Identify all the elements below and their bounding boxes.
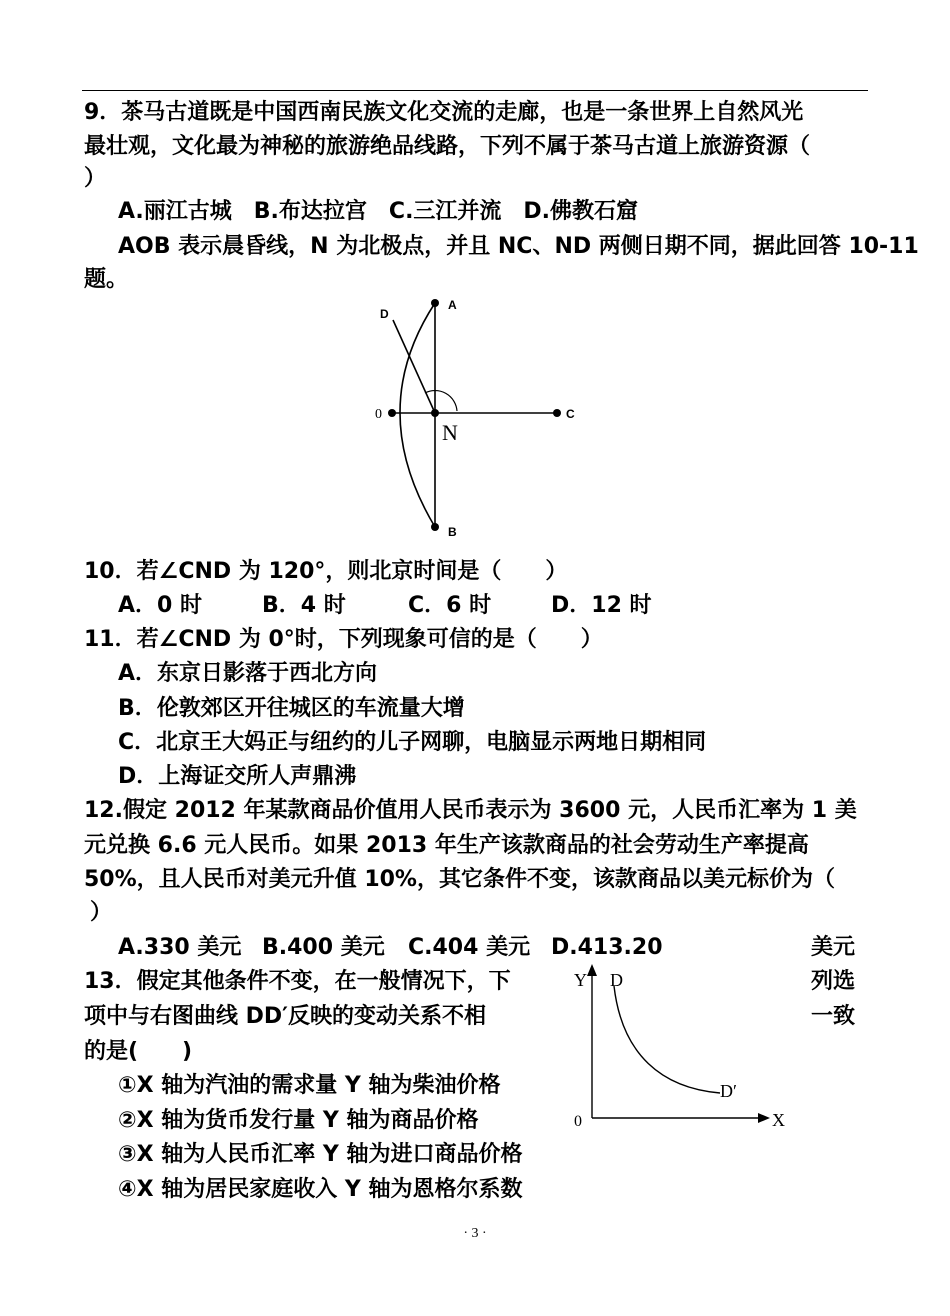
q13-item4: ④X 轴为居民家庭收入 Y 轴为恩格尔系数 bbox=[118, 1177, 523, 1202]
q13-item3: ③X 轴为人民币汇率 Y 轴为进口商品价格 bbox=[118, 1142, 523, 1167]
label-d-top: D bbox=[610, 970, 623, 990]
q13-line1: 13．假定其他条件不变，在一般情况下，下 bbox=[84, 969, 511, 994]
q10-option-b: B．4 时 bbox=[262, 593, 346, 618]
label-a: A bbox=[448, 298, 457, 312]
q9-line3: ） bbox=[84, 166, 107, 191]
q12-line2: 元兑换 6.6 元人民币。如果 2013 年生产该款商品的社会劳动生产率提高 bbox=[84, 833, 809, 858]
terminator-arc bbox=[400, 303, 435, 527]
y-axis-arrow bbox=[587, 964, 597, 976]
label-b: B bbox=[448, 525, 457, 539]
q13-item1: ①X 轴为汽油的需求量 Y 轴为柴油价格 bbox=[118, 1073, 501, 1098]
x-axis-arrow bbox=[758, 1113, 770, 1123]
label-d-prime: D′ bbox=[720, 1081, 737, 1101]
point-a bbox=[431, 299, 439, 307]
q12-option-c: C.404 美元 bbox=[408, 935, 531, 960]
top-rule bbox=[82, 90, 868, 91]
point-n bbox=[431, 409, 439, 417]
label-y: Y bbox=[574, 970, 587, 990]
q11-option-b: B．伦敦郊区开往城区的车流量大增 bbox=[118, 696, 465, 721]
q10-stem: 10．若∠CND 为 120°，则北京时间是（ ） bbox=[84, 559, 568, 584]
q12-line1: 12.假定 2012 年某款商品价值用人民币表示为 3600 元，人民币汇率为 1 美 bbox=[84, 798, 857, 823]
page-number: · 3 · bbox=[463, 1226, 487, 1241]
q9-line1: 9．茶马古道既是中国西南民族文化交流的走廊，也是一条世界上自然风光 bbox=[84, 100, 804, 125]
terminator-diagram bbox=[360, 290, 600, 542]
q10-option-d: D．12 时 bbox=[551, 593, 652, 618]
q11-option-c: C．北京王大妈正与纽约的儿子网聊，电脑显示两地日期相同 bbox=[118, 730, 707, 755]
curve-dd bbox=[614, 986, 720, 1093]
point-o bbox=[388, 409, 396, 417]
curve-diagram bbox=[562, 960, 794, 1135]
q12-option-d-unit: 美元 bbox=[811, 935, 856, 960]
label-n: N bbox=[442, 420, 458, 445]
q13-line1-right: 列选 bbox=[811, 969, 856, 994]
q10-option-a: A．0 时 bbox=[118, 593, 202, 618]
label-x: X bbox=[772, 1110, 785, 1130]
intro-line2: 题。 bbox=[84, 267, 129, 292]
q9-options: A.丽江古城 B.布达拉宫 C.三江并流 D.佛教石窟 bbox=[118, 199, 639, 224]
q11-option-d: D．上海证交所人声鼎沸 bbox=[118, 764, 357, 789]
label-d: D bbox=[380, 307, 389, 321]
q12-line4: ） bbox=[90, 900, 113, 925]
label-c: C bbox=[566, 407, 575, 421]
q11-stem: 11．若∠CND 为 0°时，下列现象可信的是（ ） bbox=[84, 627, 603, 652]
point-c bbox=[553, 409, 561, 417]
q13-item2: ②X 轴为货币发行量 Y 轴为商品价格 bbox=[118, 1108, 479, 1133]
q12-option-a: A.330 美元 bbox=[118, 935, 242, 960]
q11-option-a: A．东京日影落于西北方向 bbox=[118, 661, 378, 686]
line-nd bbox=[393, 320, 435, 413]
q13-line2: 项中与右图曲线 DD′反映的变动关系不相 bbox=[84, 1004, 486, 1029]
q12-option-b: B.400 美元 bbox=[262, 935, 385, 960]
q12-option-d: D.413.20 bbox=[551, 935, 663, 960]
q9-line2: 最壮观，文化最为神秘的旅游绝品线路，下列不属于茶马古道上旅游资源（ bbox=[84, 134, 811, 159]
intro-line1: AOB 表示晨昏线，N 为北极点，并且 NC、ND 两侧日期不同，据此回答 10-11 bbox=[118, 234, 919, 259]
label-o: 0 bbox=[375, 407, 382, 422]
label-origin: 0 bbox=[574, 1113, 582, 1130]
point-b bbox=[431, 523, 439, 531]
q13-line3: 的是( ) bbox=[84, 1039, 193, 1064]
q10-option-c: C．6 时 bbox=[408, 593, 492, 618]
q12-line3: 50%，且人民币对美元升值 10%，其它条件不变，该款商品以美元标价为（ bbox=[84, 867, 835, 892]
q13-line2-right: 一致 bbox=[811, 1004, 856, 1029]
